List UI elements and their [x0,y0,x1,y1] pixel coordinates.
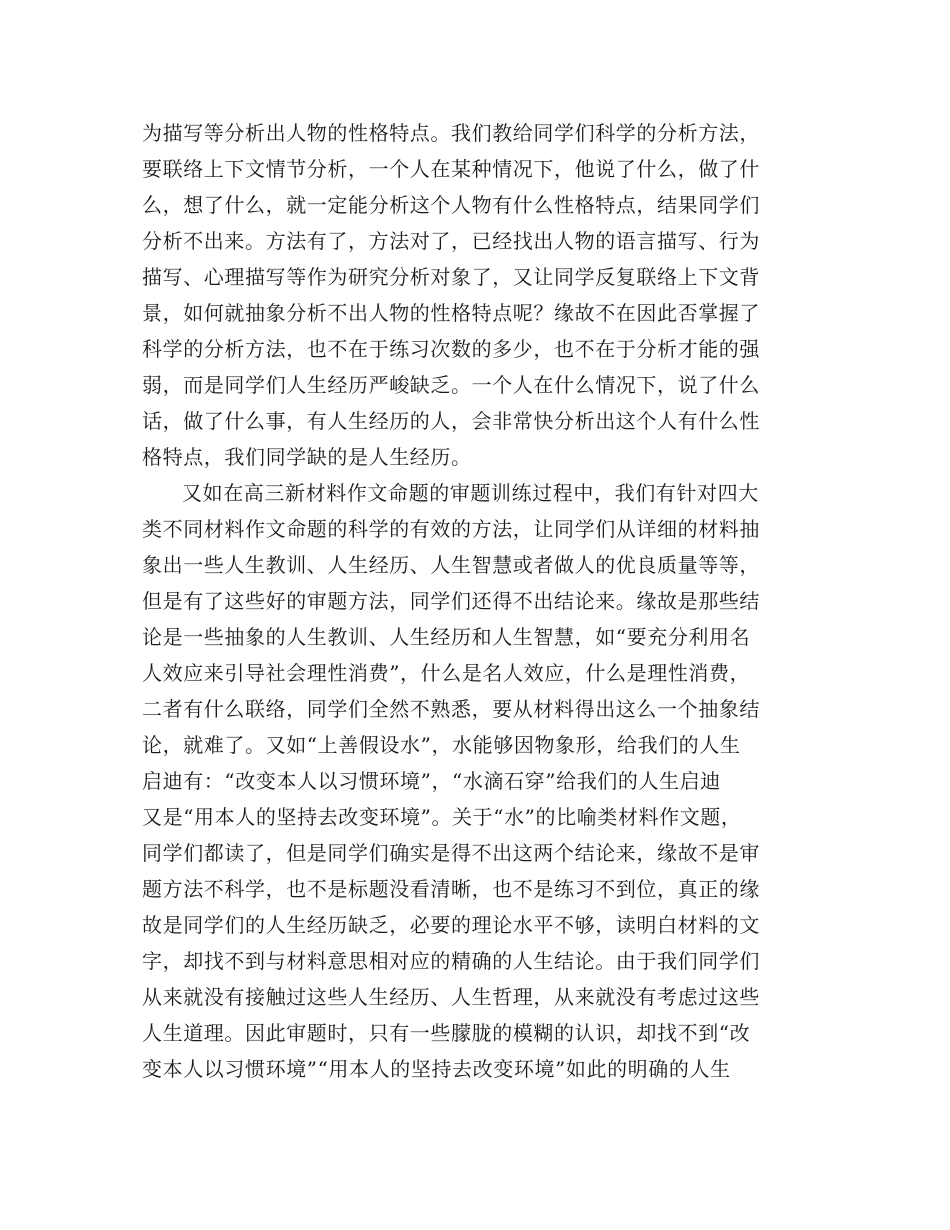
paragraph-1 [142,115,826,475]
text-line: 论，就难了。又如“上善假设水”，水能够因物象形，给我们的人生 [142,733,741,757]
text-line: 为描写等分析出人物的性格特点。我们教给同学们科学的分析方法， [142,121,760,145]
text-line: 象出一些人生教训、人生经历、人生智慧或者做人的优良质量等等， [142,553,760,577]
text-line: 但是有了这些好的审题方法，同学们还得不出结论来。缘故是那些结 [142,589,760,613]
text-line: 二者有什么联络，同学们全然不熟悉，要从材料得出这么一个抽象结 [142,697,760,721]
text-line: 字，却找不到与材料意思相对应的精确的人生结论。由于我们同学们 [142,949,760,973]
document-page [142,115,826,1087]
text-line: 类不同材料作文命题的科学的有效的方法，让同学们从详细的材料抽 [142,517,760,541]
text-line: 变本人以习惯环境”“用本人的坚持去改变环境”如此的明确的人生 [142,1057,731,1081]
text-line: 故是同学们的人生经历缺乏，必要的理论水平不够，读明白材料的文 [142,913,760,937]
text-line: 同学们都读了，但是同学们确实是得不出这两个结论来，缘故不是审 [142,841,760,865]
text-line: 格特点，我们同学缺的是人生经历。 [142,445,472,469]
text-line: 分析不出来。方法有了，方法对了，已经找出人物的语言描写、行为 [142,229,760,253]
text-line: 人生道理。因此审题时，只有一些朦胧的模糊的认识，却找不到“改 [142,1021,751,1045]
text-line: 启迪有：“改变本人以习惯环境”，“水滴石穿”给我们的人生启迪 [142,769,721,793]
text-line: 题方法不科学，也不是标题没看清晰，也不是练习不到位，真正的缘 [142,877,760,901]
text-line: 又如在高三新材料作文命题的审题训练过程中，我们有针对四大 [182,481,759,505]
text-line: 话，做了什么事，有人生经历的人，会非常快分析出这个人有什么性 [142,409,760,433]
text-line: 描写、心理描写等作为研究分析对象了，又让同学反复联络上下文背 [142,265,760,289]
text-line: 景，如何就抽象分析不出人物的性格特点呢？缘故不在因此否掌握了 [142,301,760,325]
text-line: 论是一些抽象的人生教训、人生经历和人生智慧，如“要充分利用名 [142,625,751,649]
text-line: 从来就没有接触过这些人生经历、人生哲理，从来就没有考虑过这些 [142,985,760,1009]
text-line: 人效应来引导社会理性消费”，什么是名人效应，什么是理性消费， [142,661,751,685]
text-line: 弱，而是同学们人生经历严峻缺乏。一个人在什么情况下，说了什么 [142,373,760,397]
text-line: 又是“用本人的坚持去改变环境”。关于“水”的比喻类材料作文题， [142,805,742,829]
text-line: 要联络上下文情节分析，一个人在某种情况下，他说了什么，做了什 [142,157,760,181]
paragraph-2 [142,475,826,1087]
text-line: 么，想了什么，就一定能分析这个人物有什么性格特点，结果同学们 [142,193,760,217]
text-line: 科学的分析方法，也不在于练习次数的多少，也不在于分析才能的强 [142,337,760,361]
